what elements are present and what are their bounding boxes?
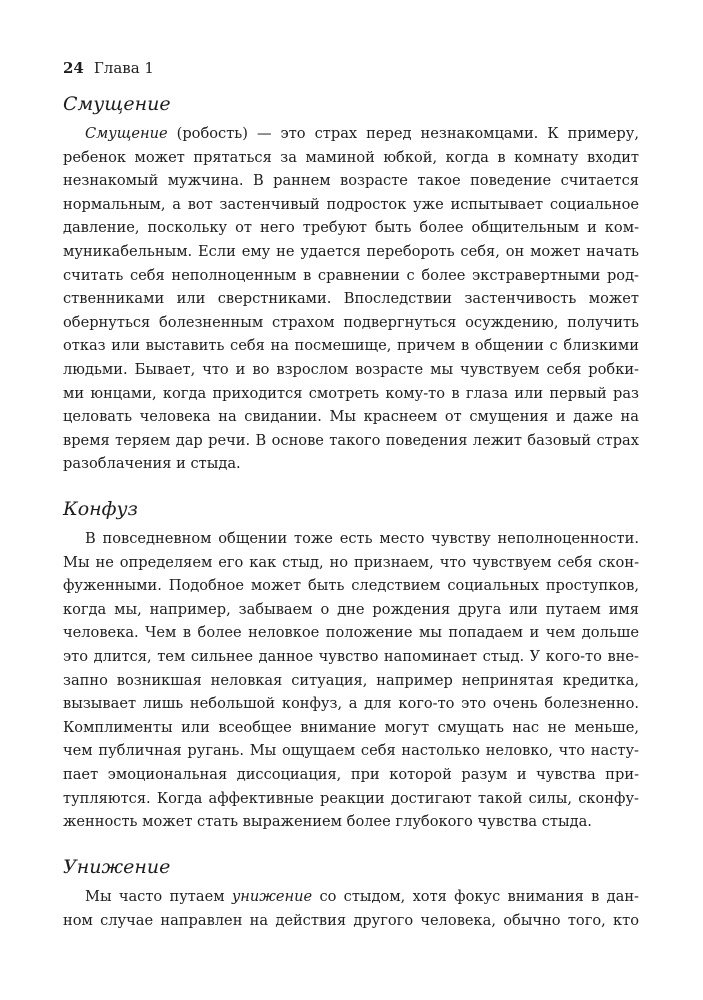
book-page: [63, 0, 639, 1000]
emphasis-term: унижение: [231, 888, 313, 905]
text-line: отказ или выставить себя на посмешище, причем в общении с близкими: [63, 337, 639, 355]
text-line: Комплименты или всеобщее внимание могут смущать нас не меньше,: [63, 718, 639, 736]
running-head: [63, 58, 154, 78]
text-line: вызывает лишь небольшой конфуз, а для кого-то это очень болезненно.: [63, 695, 639, 713]
text-line: ном случае направлен на действия другого человека, обычно того, кто: [63, 911, 639, 929]
text-line: запно возникшая неловкая ситуация, например непринятая кредитка,: [63, 671, 639, 689]
section-title: Смущение: [63, 93, 171, 115]
text-line: незнакомый мужчина. В раннем возрасте такое поведение считается: [63, 172, 639, 190]
page-number: 24: [63, 59, 84, 77]
section-body: [63, 885, 639, 932]
text-line: Мы часто путаем унижение со стыдом, хотя фокус внимания в дан-: [85, 888, 639, 905]
emphasis-term: Смущение: [85, 125, 168, 142]
text-line: пает эмоциональная диссоциация, при которой разум и чувства при-: [63, 765, 639, 783]
text-line: В повседневном общении тоже есть место чувству неполноценности.: [85, 530, 639, 547]
text-line: Мы не определяем его как стыд, но признаем, что чувствуем себя скон-: [63, 553, 639, 571]
section-title: Конфуз: [63, 498, 138, 520]
text-line: Смущение (робость) — это страх перед незнакомцами. К примеру,: [85, 125, 639, 142]
text-line: тупляются. Когда аффективные реакции достигают такой силы, сконфу-: [63, 789, 639, 807]
text-line: когда мы, например, забываем о дне рождения друга или путаем имя: [63, 600, 639, 618]
text-line: считать себя неполноценным в сравнении с более экстравертными род-: [63, 266, 639, 284]
text-line: обернуться болезненным страхом подвергнуться осуждению, получить: [63, 313, 639, 331]
text-line: разоблачения и стыда.: [63, 455, 241, 473]
chapter-label: Глава 1: [93, 59, 154, 77]
text-line: чем публичная ругань. Мы ощущаем себя настолько неловко, что насту-: [63, 742, 639, 760]
text-line: целовать человека на свидании. Мы краснеем от смущения и даже на: [63, 408, 639, 426]
text-line: ребенок может прятаться за маминой юбкой, когда в комнату входит: [63, 148, 639, 166]
text-line: ственниками или сверстниками. Впоследствии застенчивость может: [63, 290, 639, 308]
text-line: нормальным, а вот застенчивый подросток уже испытывает социальное: [63, 195, 639, 213]
text-line: давление, поскольку от него требуют быть более общительным и ком-: [63, 219, 639, 237]
text-line: время теряем дар речи. В основе такого поведения лежит базовый страх: [63, 431, 639, 449]
section-body: [63, 527, 639, 834]
text-line: женность может стать выражением более глубокого чувства стыда.: [63, 813, 592, 831]
section-body: [63, 122, 639, 476]
text-line: фуженными. Подобное может быть следствием социальных проступков,: [63, 577, 639, 595]
text-line: людьми. Бывает, что и во взрослом возрасте мы чувствуем себя робки-: [63, 360, 639, 378]
text-line: муникабельным. Если ему не удается перебороть себя, он может начать: [63, 242, 639, 260]
text-line: человека. Чем в более неловкое положение мы попадаем и чем дольше: [63, 624, 639, 642]
section-title: Унижение: [63, 856, 171, 878]
text-line: ми юнцами, когда приходится смотреть кому-то в глаза или первый раз: [63, 384, 639, 402]
text-line: это длится, тем сильнее данное чувство напоминает стыд. У кого-то вне-: [63, 647, 639, 665]
